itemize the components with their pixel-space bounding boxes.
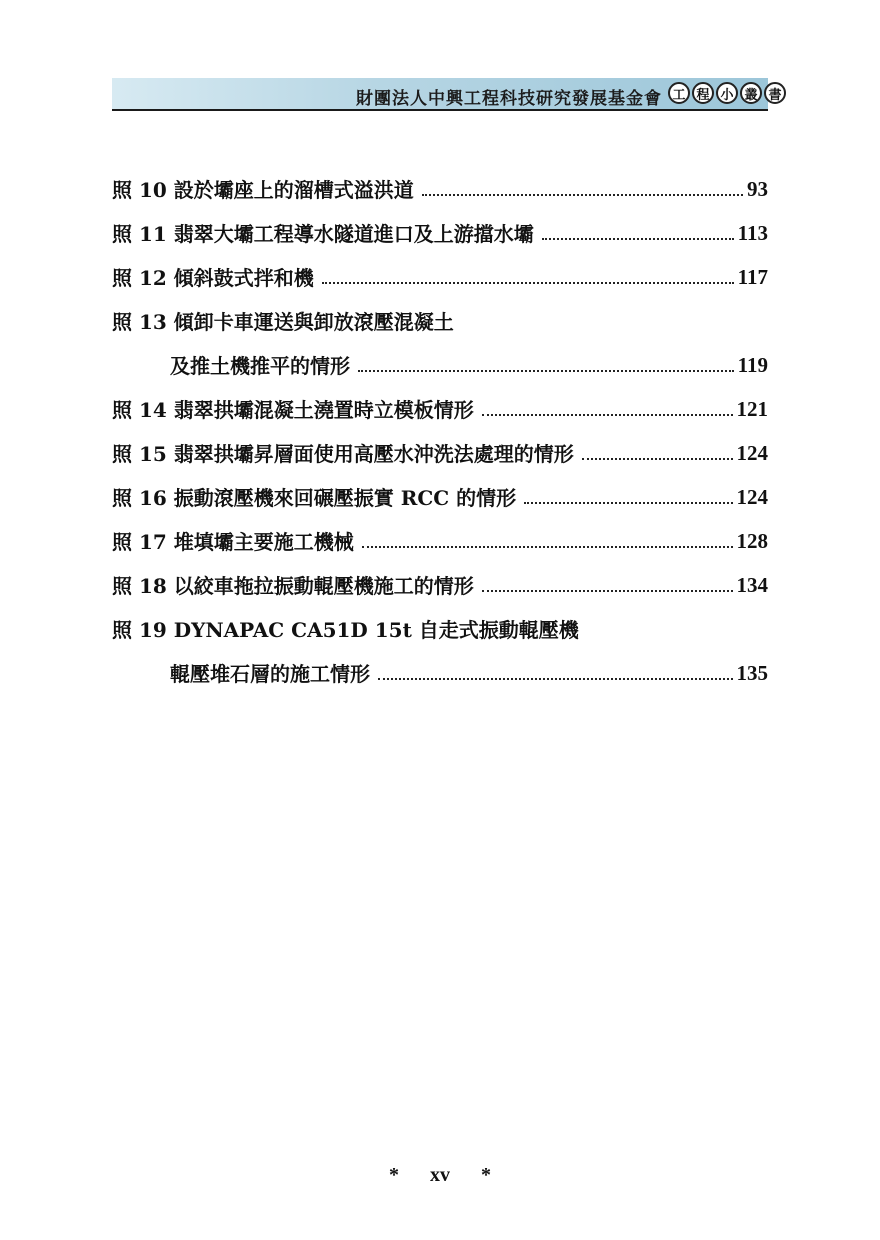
- toc-row: [112, 514, 768, 558]
- toc-entry-label: 照 10 設於壩座上的溜槽式溢洪道: [112, 178, 414, 202]
- toc-row: [112, 602, 768, 646]
- badge-char: 程: [692, 82, 714, 104]
- toc-entry-label: 照 19 DYNAPAC CA51D 15t 自走式振動輥壓機: [112, 618, 579, 642]
- toc-leader: [322, 282, 734, 284]
- toc-leader: [542, 238, 734, 240]
- header-org-name: 財團法人中興工程科技研究發展基金會: [356, 89, 662, 109]
- toc-row: [112, 250, 768, 294]
- toc-leader: [362, 546, 733, 548]
- toc-row: [112, 338, 768, 382]
- badge-char: 小: [716, 82, 738, 104]
- toc-entry-label: 照 17 堆填壩主要施工機械: [112, 530, 354, 554]
- toc-leader: [378, 678, 733, 680]
- badge-char: 叢: [740, 82, 762, 104]
- page-footer: [0, 1164, 880, 1187]
- page-number: xv: [430, 1164, 450, 1186]
- toc-row: [112, 294, 768, 338]
- toc-page-number: 135: [736, 661, 768, 685]
- toc-entry-label: 照 15 翡翠拱壩昇層面使用高壓水沖洗法處理的情形: [112, 442, 574, 466]
- toc-entry-label: 照 16 振動滾壓機來回碾壓振實 RCC 的情形: [112, 486, 517, 510]
- toc-entry-label: 照 14 翡翠拱壩混凝土澆置時立模板情形: [112, 398, 474, 422]
- star-ornament: *: [389, 1164, 399, 1186]
- star-ornament: *: [481, 1164, 491, 1186]
- toc-leader: [422, 194, 743, 196]
- toc-page-number: 119: [737, 353, 768, 377]
- toc-leader: [358, 370, 734, 372]
- toc-row: [112, 382, 768, 426]
- toc-leader: [582, 458, 733, 460]
- toc-row: [112, 162, 768, 206]
- toc-entry-label: 照 12 傾斜鼓式拌和機: [112, 266, 314, 290]
- header-rule: [112, 109, 768, 111]
- toc-page-number: 124: [736, 441, 768, 465]
- toc-page-number: 113: [737, 221, 768, 245]
- table-of-contents: [112, 162, 768, 690]
- toc-page-number: 128: [736, 529, 768, 553]
- toc-entry-label: 照 18 以絞車拖拉振動輥壓機施工的情形: [112, 574, 474, 598]
- toc-page-number: 121: [736, 397, 768, 421]
- toc-row: [112, 470, 768, 514]
- toc-page-number: 124: [736, 485, 768, 509]
- badge-char: 工: [668, 82, 690, 104]
- toc-leader: [482, 414, 733, 416]
- toc-row: [112, 426, 768, 470]
- toc-leader: [524, 502, 732, 504]
- toc-row: [112, 646, 768, 690]
- toc-page-number: 134: [736, 573, 768, 597]
- toc-row: [112, 558, 768, 602]
- toc-page-number: 93: [747, 177, 768, 201]
- badge-char: 書: [764, 82, 786, 104]
- toc-entry-label: 照 13 傾卸卡車運送與卸放滾壓混凝土: [112, 310, 454, 334]
- toc-leader: [482, 590, 733, 592]
- toc-entry-label: 照 11 翡翠大壩工程導水隧道進口及上游擋水壩: [112, 222, 534, 246]
- toc-entry-label: 及推土機推平的情形: [170, 354, 350, 378]
- series-badge: [668, 82, 786, 104]
- toc-page-number: 117: [737, 265, 768, 289]
- toc-entry-label: 輥壓堆石層的施工情形: [170, 662, 370, 686]
- toc-row: [112, 206, 768, 250]
